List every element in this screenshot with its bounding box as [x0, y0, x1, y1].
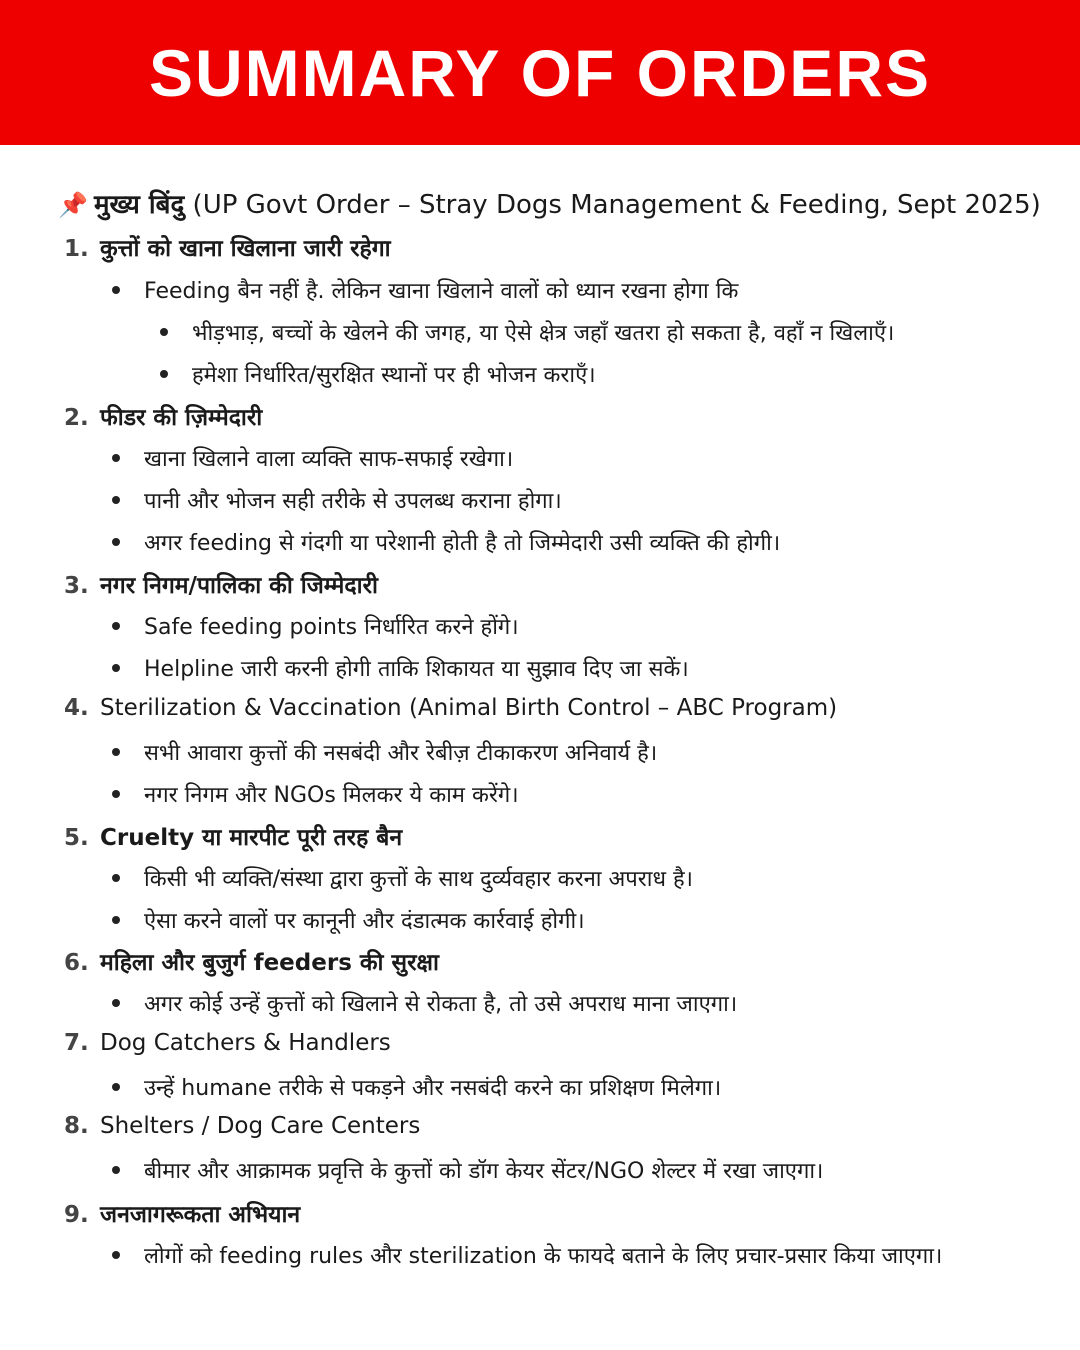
item-text: भीड़भाड़, बच्चों के खेलने की जगह, या ऐसे क्षेत्र जहाँ खतरा हो सकता है, वहाँ न खिलाएँ।	[192, 321, 895, 346]
item-text: Feeding बैन नहीं है. लेकिन खाना खिलाने वालों को ध्यान रखना होगा कि	[144, 279, 739, 304]
intro-rest: (UP Govt Order – Stray Dogs Management & Feeding, Sept 2025)	[184, 190, 1041, 220]
section-title: Shelters / Dog Care Centers	[100, 1113, 421, 1139]
bullet-icon	[112, 1083, 120, 1091]
section-8-heading	[64, 1113, 420, 1139]
list-item	[112, 443, 513, 473]
bullet-icon	[112, 790, 120, 798]
section-3-heading	[64, 568, 378, 600]
pushpin-icon: 📌	[58, 191, 88, 219]
page-title: SUMMARY OF ORDERS	[148, 35, 932, 110]
list-item	[112, 1155, 823, 1185]
list-item	[112, 905, 585, 935]
item-text: Safe feeding points निर्धारित करने होंगे।	[144, 615, 519, 640]
list-item	[112, 485, 562, 515]
item-text: बीमार और आक्रामक प्रवृत्ति के कुत्तों को डॉग केयर सेंटर/NGO शेल्टर में रखा जाएगा।	[144, 1159, 824, 1184]
item-text: खाना खिलाने वाला व्यक्ति साफ-सफाई रखेगा।	[144, 447, 514, 472]
item-text: किसी भी व्यक्ति/संस्था द्वारा कुत्तों के साथ दुर्व्यवहार करना अपराध है।	[144, 867, 694, 892]
section-2-heading	[64, 400, 262, 432]
bullet-icon	[112, 664, 120, 672]
section-4-heading	[64, 695, 837, 721]
section-1-heading	[64, 231, 391, 263]
section-title: Sterilization & Vaccination (Animal Birth Control – ABC Program)	[100, 695, 838, 721]
section-title: नगर निगम/पालिका की जिम्मेदारी	[100, 573, 378, 599]
list-item	[112, 527, 780, 557]
section-title: फीडर की ज़िम्मेदारी	[100, 405, 263, 431]
list-item	[112, 1072, 721, 1102]
section-title: Dog Catchers & Handlers	[100, 1030, 391, 1056]
item-text: अगर feeding से गंदगी या परेशानी होती है तो जिम्मेदारी उसी व्यक्ति की होगी।	[144, 531, 781, 556]
intro-line	[58, 185, 1041, 221]
list-item	[112, 653, 689, 683]
list-item	[112, 275, 738, 305]
header-banner	[0, 0, 1080, 145]
section-number: 2.	[64, 405, 89, 431]
item-text: अगर कोई उन्हें कुत्तों को खिलाने से रोकता है, तो उसे अपराध माना जाएगा।	[144, 992, 738, 1017]
section-number: 6.	[64, 950, 89, 976]
list-item	[112, 737, 657, 767]
item-text: ऐसा करने वालों पर कानूनी और दंडात्मक कार्रवाई होगी।	[144, 909, 585, 934]
list-item	[160, 359, 596, 389]
section-title: Cruelty या मारपीट पूरी तरह बैन	[100, 825, 403, 851]
bullet-icon	[112, 496, 120, 504]
bullet-icon	[112, 286, 120, 294]
item-text: लोगों को feeding rules और sterilization के फायदे बताने के लिए प्रचार-प्रसार किया जाएगा।	[144, 1244, 943, 1269]
section-number: 4.	[64, 695, 89, 721]
section-9-heading	[64, 1197, 300, 1229]
item-text: हमेशा निर्धारित/सुरक्षित स्थानों पर ही भोजन कराएँ।	[192, 363, 596, 388]
section-number: 5.	[64, 825, 89, 851]
section-number: 1.	[64, 236, 89, 262]
item-text: उन्हें humane तरीके से पकड़ने और नसबंदी करने का प्रशिक्षण मिलेगा।	[144, 1076, 722, 1101]
item-text: पानी और भोजन सही तरीके से उपलब्ध कराना होगा।	[144, 489, 562, 514]
section-title: महिला और बुजुर्ग feeders की सुरक्षा	[100, 950, 439, 976]
bullet-icon	[112, 999, 120, 1007]
item-text: सभी आवारा कुत्तों की नसबंदी और रेबीज़ टीकाकरण अनिवार्य है।	[144, 741, 658, 766]
bullet-icon	[112, 748, 120, 756]
item-text: Helpline जारी करनी होगी ताकि शिकायत या सुझाव दिए जा सकें।	[144, 657, 689, 682]
section-number: 8.	[64, 1113, 89, 1139]
section-number: 7.	[64, 1030, 89, 1056]
list-item	[112, 779, 519, 809]
bullet-icon	[112, 1251, 120, 1259]
list-item	[112, 1240, 942, 1270]
bullet-icon	[112, 874, 120, 882]
bullet-icon	[112, 1166, 120, 1174]
section-6-heading	[64, 945, 439, 977]
bullet-icon	[160, 328, 168, 336]
list-item	[112, 863, 693, 893]
section-7-heading	[64, 1030, 391, 1056]
section-number: 9.	[64, 1202, 89, 1228]
list-item	[112, 611, 519, 641]
section-title: जनजागरूकता अभियान	[100, 1202, 301, 1228]
bullet-icon	[112, 454, 120, 462]
bullet-icon	[160, 370, 168, 378]
list-item	[112, 988, 737, 1018]
item-text: नगर निगम और NGOs मिलकर ये काम करेंगे।	[144, 783, 519, 808]
bullet-icon	[112, 538, 120, 546]
bullet-icon	[112, 916, 120, 924]
list-item	[160, 317, 894, 347]
section-title: कुत्तों को खाना खिलाना जारी रहेगा	[100, 236, 391, 262]
bullet-icon	[112, 622, 120, 630]
section-5-heading	[64, 820, 402, 852]
section-number: 3.	[64, 573, 89, 599]
intro-bold: मुख्य बिंदु	[94, 190, 185, 220]
